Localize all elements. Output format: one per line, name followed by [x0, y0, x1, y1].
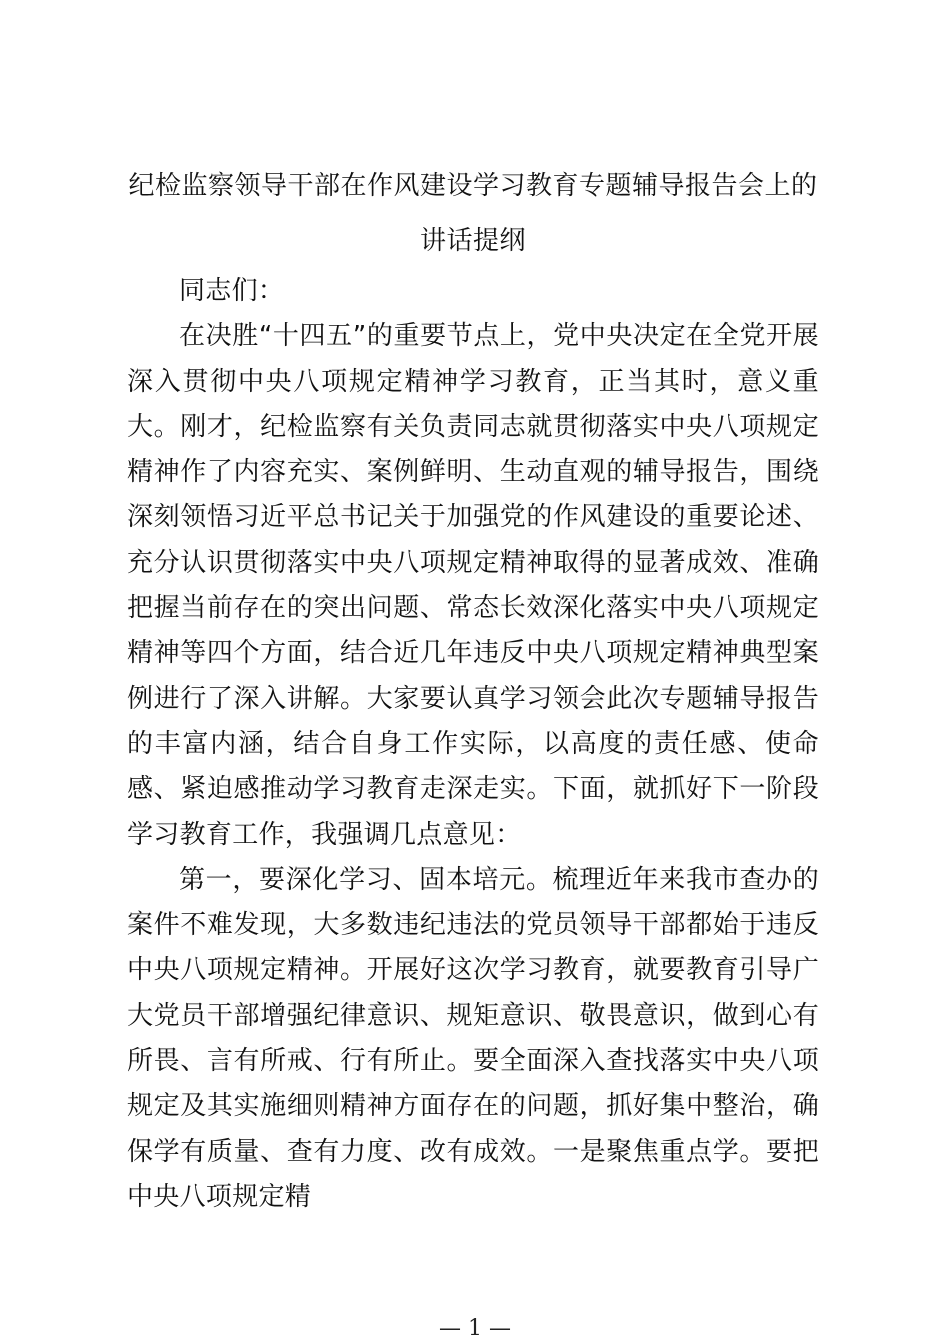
document-title: 纪检监察领导干部在作风建设学习教育专题辅导报告会上的讲话提纲 [128, 171, 818, 256]
document-page [127, 159, 819, 1220]
body-paragraph-2: 第一，要深化学习、固本培元。梳理近年来我市查办的案件不难发现，大多数违纪违法的党员领导干部都始于违反中央八项规定精神。开展好这次学习教育，就要教育引导广大党员干部增强纪律意识、规矩意识、敬畏意识，做到心有所畏、言有所戒、行有所止。要全面深入查找落实中央八项规定及其实施细则精神方面存在的问题，抓好集中整治，确保学有质量、查有力度、改有成效。一是聚焦重点学。要把中央八项规定精 [127, 864, 819, 1212]
salutation: 同志们： [179, 276, 285, 306]
page-number: — 1 — [439, 1316, 511, 1341]
body-paragraph-1: 在决胜“十四五”的重要节点上，党中央决定在全党开展深入贯彻中央八项规定精神学习教育，正当其时，意义重大。刚才，纪检监察有关负责同志就贯彻落实中央八项规定精神作了内容充实、案例鲜明、生动直观的辅导报告，围绕深刻领悟习近平总书记关于加强党的作风建设的重要论述、充分认识贯彻落实中央八项规定精神取得的显著成效、准确把握当前存在的突出问题、常态长效深化落实中央八项规定精神等四个方面，结合近几年违反中央八项规定精神典型案例进行了深入讲解。大家要认真学习领会此次专题辅导报告的丰富内涵，结合自身工作实际，以高度的责任感、使命感、紧迫感推动学习教育走深走实。下面，就抓好下一阶段学习教育工作，我强调几点意见： [127, 321, 819, 850]
